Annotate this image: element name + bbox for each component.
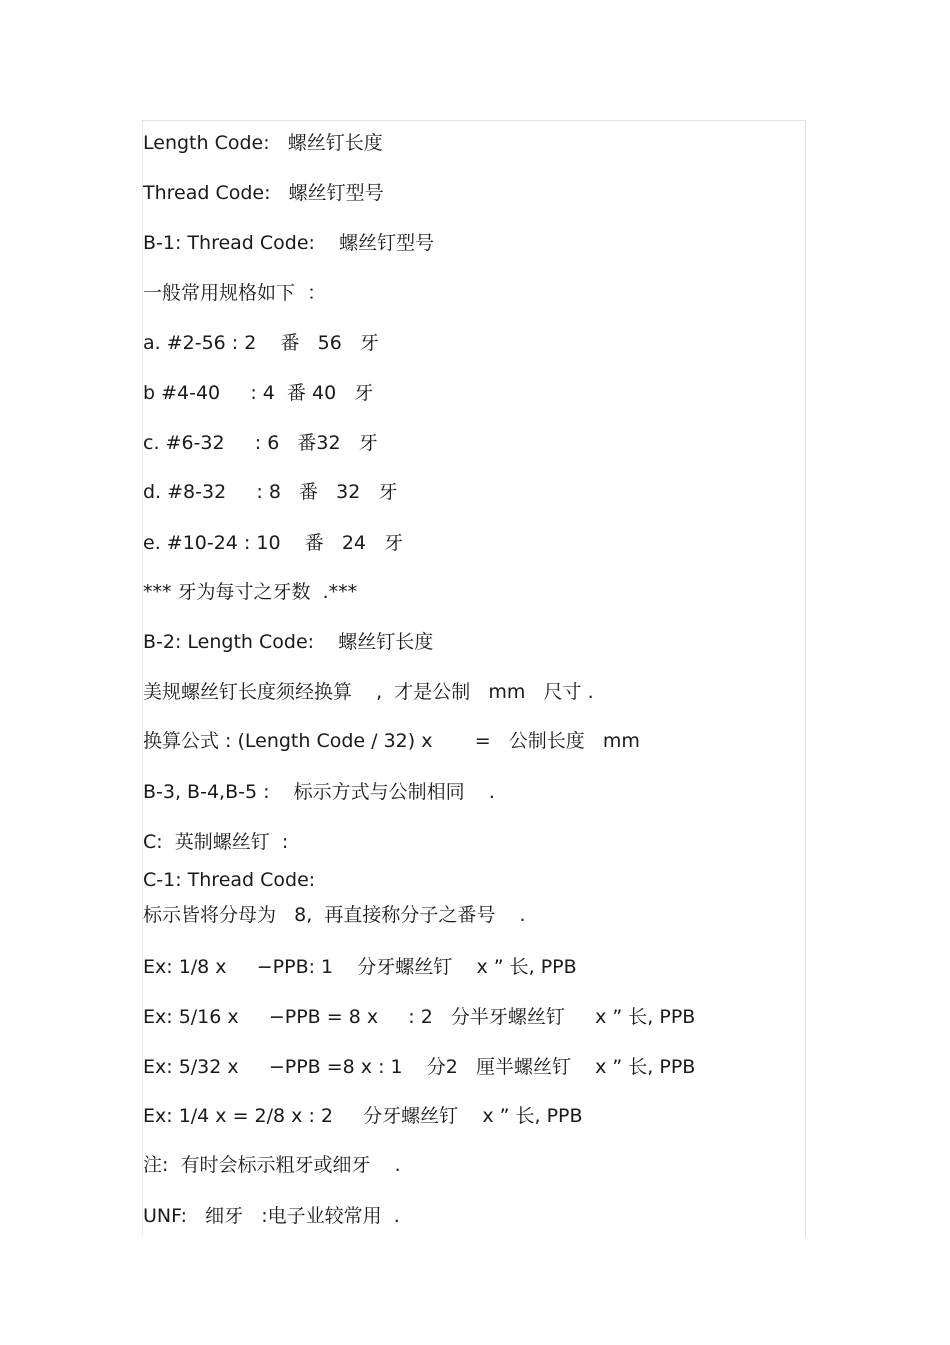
b1-heading: B-1: Thread Code: 螺丝钉型号	[143, 232, 435, 254]
spec-item-b: b #4-40 : 4 番 40 牙	[143, 382, 374, 404]
conversion-note: 美规螺丝钉长度须经换算 , 才是公制 mm 尺寸 .	[143, 681, 594, 703]
spec-item-a: a. #2-56 : 2 番 56 牙	[143, 332, 379, 354]
spec-item-e: e. #10-24 : 10 番 24 牙	[143, 532, 404, 554]
example-2: Ex: 5/16 x −PPB = 8 x : 2 分半牙螺丝钉 x ” 长, PPB	[143, 1006, 696, 1028]
b2-heading: B-2: Length Code: 螺丝钉长度	[143, 631, 434, 653]
section-c-heading: C: 英制螺丝钉 :	[143, 831, 289, 853]
c1-description: 标示皆将分母为 8, 再直接称分子之番号 .	[143, 904, 526, 926]
spec-item-d: d. #8-32 : 8 番 32 牙	[143, 481, 398, 503]
conversion-formula: 换算公式 : (Length Code / 32) x = 公制长度 mm	[143, 730, 640, 752]
thread-code-line: Thread Code: 螺丝钉型号	[143, 182, 384, 204]
b3-b5-note: B-3, B-4,B-5 : 标示方式与公制相同 .	[143, 781, 495, 803]
example-1: Ex: 1/8 x −PPB: 1 分牙螺丝钉 x ” 长, PPB	[143, 956, 577, 978]
example-4: Ex: 1/4 x = 2/8 x : 2 分牙螺丝钉 x ” 长, PPB	[143, 1105, 583, 1127]
length-code-line: Length Code: 螺丝钉长度	[143, 132, 383, 154]
c1-heading: C-1: Thread Code:	[143, 869, 316, 891]
coarse-fine-note: 注: 有时会标示粗牙或细牙 .	[143, 1154, 401, 1176]
unf-note: UNF: 细牙 :电子业较常用 .	[143, 1205, 400, 1227]
thread-note: *** 牙为每寸之牙数 .***	[143, 581, 358, 603]
example-3: Ex: 5/32 x −PPB =8 x : 1 分2 厘半螺丝钉 x ” 长, PPB	[143, 1056, 696, 1078]
spec-item-c: c. #6-32 : 6 番32 牙	[143, 432, 378, 454]
common-specs-intro: 一般常用规格如下 ：	[143, 282, 327, 304]
